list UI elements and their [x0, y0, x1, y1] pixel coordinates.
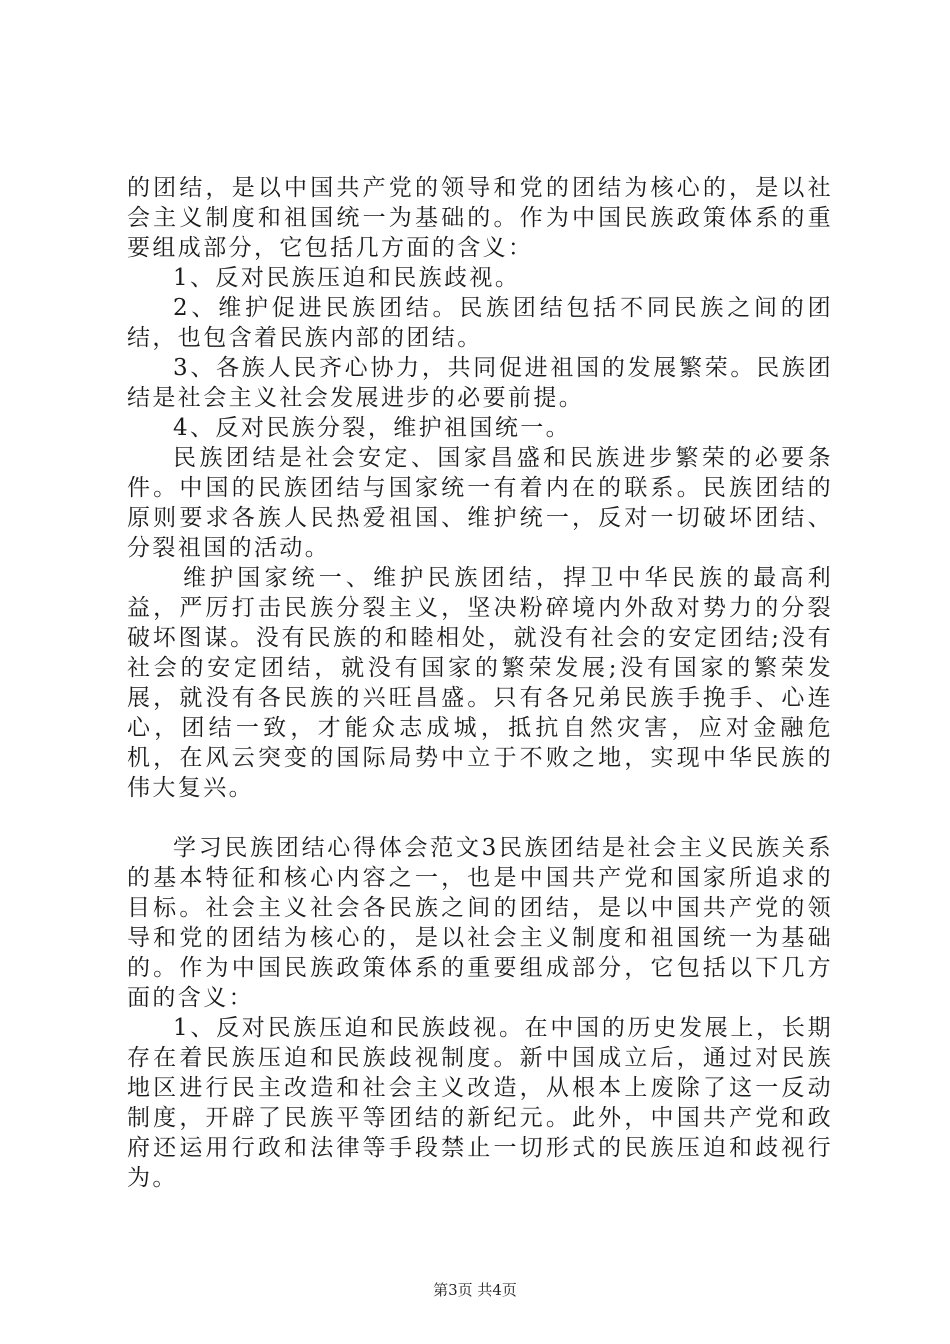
document-body — [127, 173, 833, 1193]
paragraph-spacer — [127, 803, 833, 833]
paragraph-national-unity: 维护国家统一、维护民族团结，捍卫中华民族的最高利益，严厉打击民族分裂主义，坚决粉碎境内外敌对势力的分裂破坏图谋。没有民族的和睦相处，就没有社会的安定团结;没有社会的安定团结，就没有国家的繁荣发展;没有国家的繁荣发展，就没有各民族的兴旺昌盛。只有各兄弟民族手挽手、心连心，团结一致，才能众志成城，抵抗自然灾害，应对金融危机，在风云突变的国际局势中立于不败之地，实现中华民族的伟大复兴。 — [127, 565, 833, 801]
paragraph-point-3: 3、各族人民齐心协力，共同促进祖国的发展繁荣。民族团结是社会主义社会发展进步的必要前提。 — [127, 355, 833, 411]
paragraph-essay-3-intro: 学习民族团结心得体会范文3民族团结是社会主义民族关系的基本特征和核心内容之一，也是中国共产党和国家所追求的目标。社会主义社会各民族之间的团结，是以中国共产党的领导和党的团结为核心的，是以社会主义制度和祖国统一为基础的。作为中国民族政策体系的重要组成部分，它包括以下几方面的含义： — [127, 835, 833, 1011]
paragraph-unity-condition: 民族团结是社会安定、国家昌盛和民族进步繁荣的必要条件。中国的民族团结与国家统一有着内在的联系。民族团结的原则要求各族人民热爱祖国、维护统一，反对一切破坏团结、分裂祖国的活动。 — [127, 445, 833, 561]
paragraph-essay-3-point-1: 1、反对民族压迫和民族歧视。在中国的历史发展上，长期存在着民族压迫和民族歧视制度。新中国成立后，通过对民族地区进行民主改造和社会主义改造，从根本上废除了这一反动制度，开辟了民族平等团结的新纪元。此外，中国共产党和政府还运用行政和法律等手段禁止一切形式的民族压迫和歧视行为。 — [127, 1015, 833, 1191]
page-number-footer: 第3页 共4页 — [433, 1281, 517, 1299]
paragraph-point-1: 1、反对民族压迫和民族歧视。 — [173, 265, 521, 291]
paragraph-point-2: 2、维护促进民族团结。民族团结包括不同民族之间的团结，也包含着民族内部的团结。 — [127, 295, 833, 351]
paragraph-point-4: 4、反对民族分裂，维护祖国统一。 — [173, 415, 572, 441]
paragraph-intro: 的团结，是以中国共产党的领导和党的团结为核心的，是以社会主义制度和祖国统一为基础的。作为中国民族政策体系的重要组成部分，它包括几方面的含义： — [127, 175, 833, 261]
